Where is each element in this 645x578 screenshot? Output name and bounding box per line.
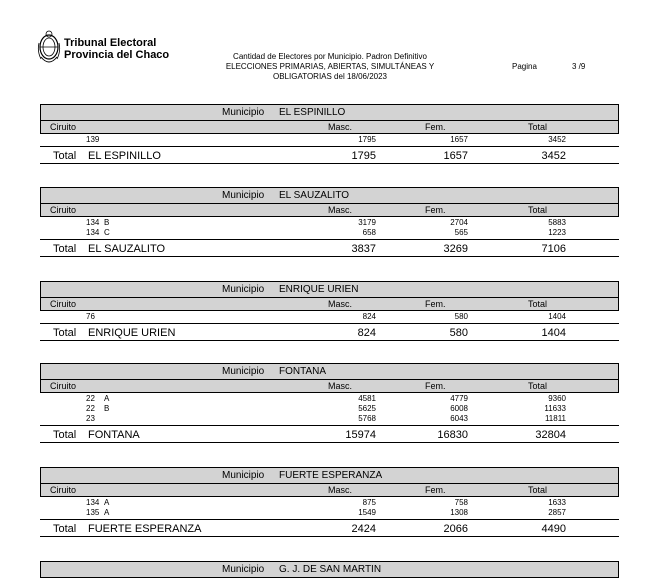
circuito-letter: A xyxy=(104,508,110,517)
municipio-block xyxy=(40,561,619,578)
municipio-header xyxy=(40,104,619,121)
municipio-block xyxy=(40,187,619,257)
circuito-number: 22 xyxy=(86,394,95,403)
org-name-line1: Tribunal Electoral xyxy=(64,37,157,49)
col-masc: Masc. xyxy=(328,299,353,309)
circuito-number: 23 xyxy=(86,414,95,423)
municipio-header xyxy=(40,467,619,484)
masc-value: 875 xyxy=(362,498,376,507)
municipio-block xyxy=(40,281,619,341)
page-number: 3 /9 xyxy=(572,62,586,71)
table-row xyxy=(40,497,619,507)
fem-value: 580 xyxy=(454,312,468,321)
total-value: 5883 xyxy=(548,218,566,227)
fem-value: 6043 xyxy=(450,414,468,423)
totals-fem: 2066 xyxy=(443,523,468,535)
totals-name: FONTANA xyxy=(88,429,140,441)
col-masc: Masc. xyxy=(328,381,353,391)
col-total: Total xyxy=(528,122,548,132)
total-value: 1633 xyxy=(548,498,566,507)
municipio-name: FUERTE ESPERANZA xyxy=(279,470,383,481)
col-fem: Fem. xyxy=(425,381,446,391)
circuito-number: 134 xyxy=(86,498,100,507)
municipio-header xyxy=(40,187,619,204)
totals-masc: 3837 xyxy=(351,243,376,255)
circuito-letter: A xyxy=(104,394,110,403)
column-headers xyxy=(40,121,619,134)
org-name-line2: Provincia del Chaco xyxy=(64,49,170,61)
total-value: 9360 xyxy=(548,394,566,403)
report-title-line1: Cantidad de Electores por Municipio. Padron Definitivo xyxy=(233,52,427,61)
masc-value: 824 xyxy=(362,312,376,321)
masc-value: 4581 xyxy=(358,394,376,403)
totals-total: 32804 xyxy=(535,429,566,441)
col-circuito: Ciruito xyxy=(50,485,77,495)
totals-label: Total xyxy=(53,429,77,441)
col-masc: Masc. xyxy=(328,205,353,215)
totals-name: ENRIQUE URIEN xyxy=(88,327,176,339)
col-fem: Fem. xyxy=(425,299,446,309)
column-headers xyxy=(40,380,619,393)
municipio-header xyxy=(40,281,619,298)
totals-total: 3452 xyxy=(541,150,566,162)
totals-fem: 3269 xyxy=(443,243,468,255)
fem-value: 565 xyxy=(454,228,468,237)
table-row xyxy=(40,134,619,144)
total-value: 3452 xyxy=(548,135,566,144)
col-masc: Masc. xyxy=(328,485,353,495)
col-circuito: Ciruito xyxy=(50,381,77,391)
totals-masc: 2424 xyxy=(351,523,376,535)
totals-masc: 824 xyxy=(357,327,376,339)
col-fem: Fem. xyxy=(425,485,446,495)
totals-label: Total xyxy=(53,523,77,535)
municipio-block xyxy=(40,467,619,537)
municipio-header xyxy=(40,363,619,380)
totals-total: 1404 xyxy=(541,327,566,339)
masc-value: 5768 xyxy=(358,414,376,423)
circuito-letter: A xyxy=(104,498,110,507)
total-value: 11633 xyxy=(544,404,566,413)
col-total: Total xyxy=(528,205,548,215)
col-masc: Masc. xyxy=(328,122,353,132)
municipio-name: ENRIQUE URIEN xyxy=(279,284,359,295)
municipio-label: Municipio xyxy=(222,366,265,377)
table-row xyxy=(40,217,619,227)
municipio-label: Municipio xyxy=(222,190,265,201)
totals-row xyxy=(40,519,619,537)
masc-value: 1795 xyxy=(358,135,376,144)
fem-value: 1657 xyxy=(450,135,468,144)
total-value: 11811 xyxy=(544,414,566,423)
column-headers xyxy=(40,298,619,311)
circuito-letter: C xyxy=(104,228,110,237)
total-value: 2857 xyxy=(548,508,566,517)
fem-value: 6008 xyxy=(450,404,468,413)
totals-row xyxy=(40,323,619,341)
col-total: Total xyxy=(528,381,548,391)
totals-fem: 1657 xyxy=(443,150,468,162)
coat-of-arms-logo xyxy=(37,29,61,69)
totals-label: Total xyxy=(53,243,77,255)
circuito-number: 22 xyxy=(86,404,95,413)
column-headers xyxy=(40,484,619,497)
report-title-line3: OBLIGATORIAS del 18/06/2023 xyxy=(273,72,387,81)
circuito-number: 139 xyxy=(86,135,100,144)
circuito-number: 76 xyxy=(86,312,95,321)
fem-value: 1308 xyxy=(450,508,468,517)
report-header xyxy=(0,0,645,100)
total-value: 1404 xyxy=(548,312,566,321)
municipio-name: G. J. DE SAN MARTIN xyxy=(279,564,382,575)
totals-label: Total xyxy=(53,150,77,162)
municipio-label: Municipio xyxy=(222,107,265,118)
column-headers xyxy=(40,204,619,217)
col-fem: Fem. xyxy=(425,205,446,215)
circuito-number: 134 xyxy=(86,228,100,237)
masc-value: 1549 xyxy=(358,508,376,517)
totals-name: EL SAUZALITO xyxy=(88,243,166,255)
total-value: 1223 xyxy=(548,228,566,237)
fem-value: 758 xyxy=(454,498,468,507)
col-total: Total xyxy=(528,485,548,495)
table-row xyxy=(40,507,619,517)
table-row xyxy=(40,393,619,403)
totals-total: 4490 xyxy=(541,523,566,535)
masc-value: 5625 xyxy=(358,404,376,413)
fem-value: 4779 xyxy=(450,394,468,403)
col-circuito: Ciruito xyxy=(50,205,77,215)
circuito-number: 134 xyxy=(86,218,100,227)
totals-total: 7106 xyxy=(541,243,566,255)
municipio-label: Municipio xyxy=(222,470,265,481)
municipio-label: Municipio xyxy=(222,284,265,295)
totals-fem: 16830 xyxy=(437,429,468,441)
masc-value: 3179 xyxy=(358,218,376,227)
col-fem: Fem. xyxy=(425,122,446,132)
col-circuito: Ciruito xyxy=(50,122,77,132)
totals-label: Total xyxy=(53,327,77,339)
totals-row xyxy=(40,239,619,257)
circuito-letter: B xyxy=(104,218,110,227)
totals-masc: 15974 xyxy=(345,429,376,441)
col-total: Total xyxy=(528,299,548,309)
totals-fem: 580 xyxy=(449,327,468,339)
municipio-name: EL SAUZALITO xyxy=(279,190,350,201)
table-row xyxy=(40,227,619,237)
circuito-letter: B xyxy=(104,404,110,413)
totals-row xyxy=(40,146,619,164)
municipio-block xyxy=(40,363,619,443)
col-circuito: Ciruito xyxy=(50,299,77,309)
municipio-name: FONTANA xyxy=(279,366,327,377)
page-label: Pagina xyxy=(512,62,537,71)
fem-value: 2704 xyxy=(450,218,468,227)
circuito-number: 135 xyxy=(86,508,100,517)
masc-value: 658 xyxy=(362,228,376,237)
municipio-label: Municipio xyxy=(222,564,265,575)
table-row xyxy=(40,413,619,423)
totals-name: FUERTE ESPERANZA xyxy=(88,523,202,535)
table-row xyxy=(40,311,619,321)
totals-row xyxy=(40,425,619,443)
totals-name: EL ESPINILLO xyxy=(88,150,161,162)
totals-masc: 1795 xyxy=(351,150,376,162)
report-title-line2: ELECCIONES PRIMARIAS, ABIERTAS, SIMULTÁNEAS Y xyxy=(225,62,435,71)
table-row xyxy=(40,403,619,413)
municipio-block xyxy=(40,104,619,164)
municipio-header xyxy=(40,561,619,578)
municipio-name: EL ESPINILLO xyxy=(279,107,346,118)
